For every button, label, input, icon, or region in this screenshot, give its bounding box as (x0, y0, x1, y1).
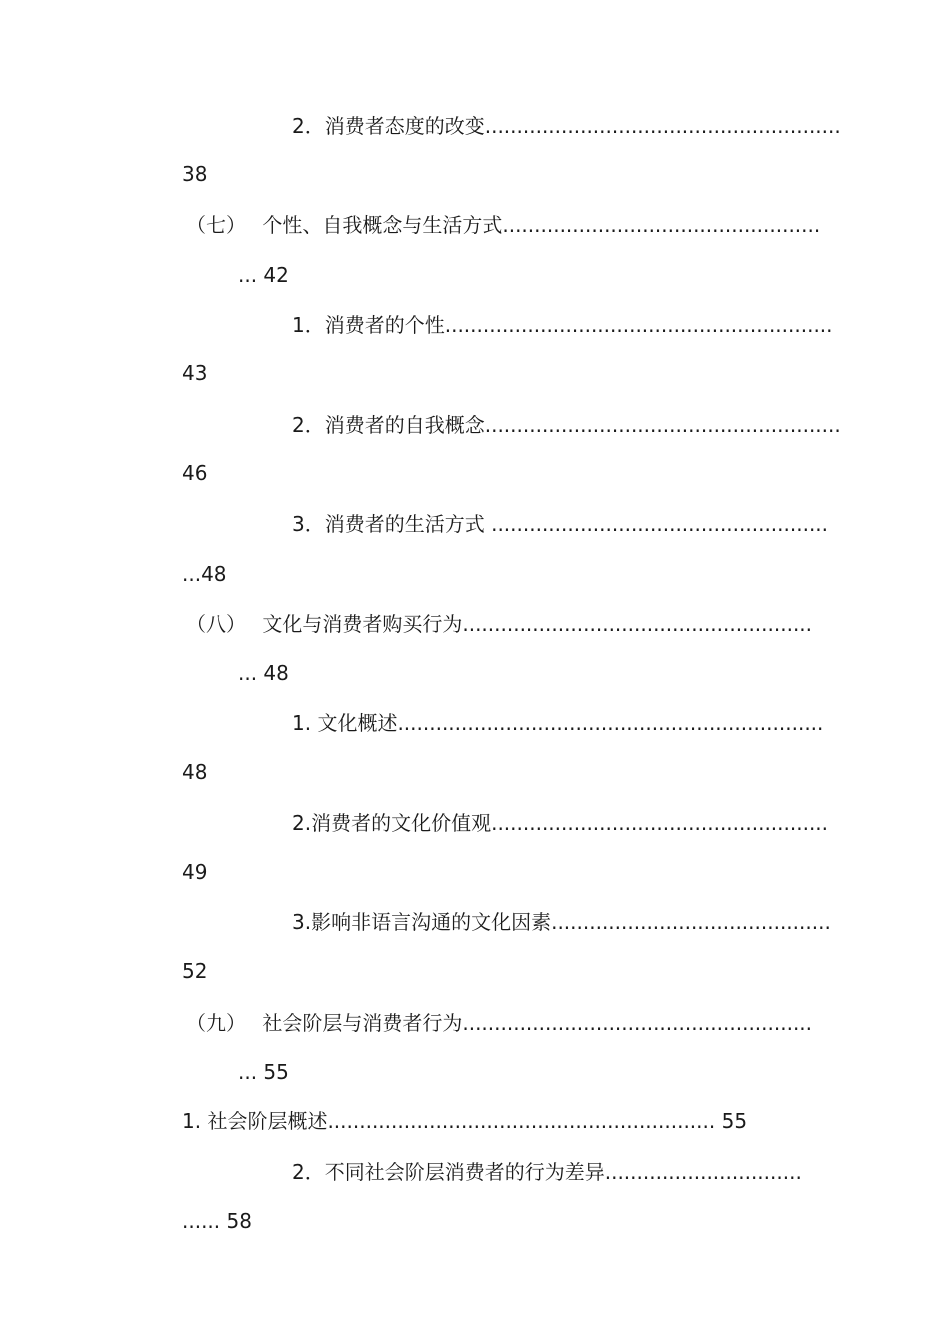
toc-page-number: ... 55 (238, 1060, 289, 1084)
toc-page-number: 49 (182, 860, 208, 884)
toc-section-nine: （九） 社会阶层与消费者行为....................................................... (186, 1011, 813, 1035)
toc-entry-cultural-values: 2.消费者的文化价值观..................................................... (292, 811, 829, 835)
toc-page-number: 38 (182, 162, 208, 186)
toc-entry-personality: 1．消费者的个性............................................................. (292, 313, 833, 337)
toc-page-number: ... 42 (238, 263, 289, 287)
toc-entry-self-concept: 2．消费者的自我概念........................................................ (292, 413, 841, 437)
toc-page-number: 46 (182, 461, 208, 485)
toc-page-number: 48 (182, 760, 208, 784)
toc-page-number: 52 (182, 959, 208, 983)
toc-entry-attitude-change: 2．消费者态度的改变........................................................ (292, 114, 841, 138)
toc-entry-lifestyle: 3．消费者的生活方式 ..................................................... (292, 512, 829, 536)
toc-section-seven: （七） 个性、自我概念与生活方式.................................................. (186, 213, 821, 237)
toc-entry-culture-overview: 1. 文化概述................................................................... (292, 711, 824, 735)
toc-page-number: 43 (182, 361, 208, 385)
toc-page-number: ... 48 (238, 661, 289, 685)
toc-section-eight: （八） 文化与消费者购买行为....................................................... (186, 612, 813, 636)
toc-page-number: ...... 58 (182, 1209, 252, 1233)
toc-entry-social-class-overview: 1. 社会阶层概述............................................................. 55 (182, 1109, 748, 1133)
toc-page-number: ...48 (182, 562, 227, 586)
toc-entry-nonverbal-culture: 3.影响非语言沟通的文化因素............................................ (292, 910, 831, 934)
toc-entry-class-differences: 2．不同社会阶层消费者的行为差异............................... (292, 1160, 802, 1184)
